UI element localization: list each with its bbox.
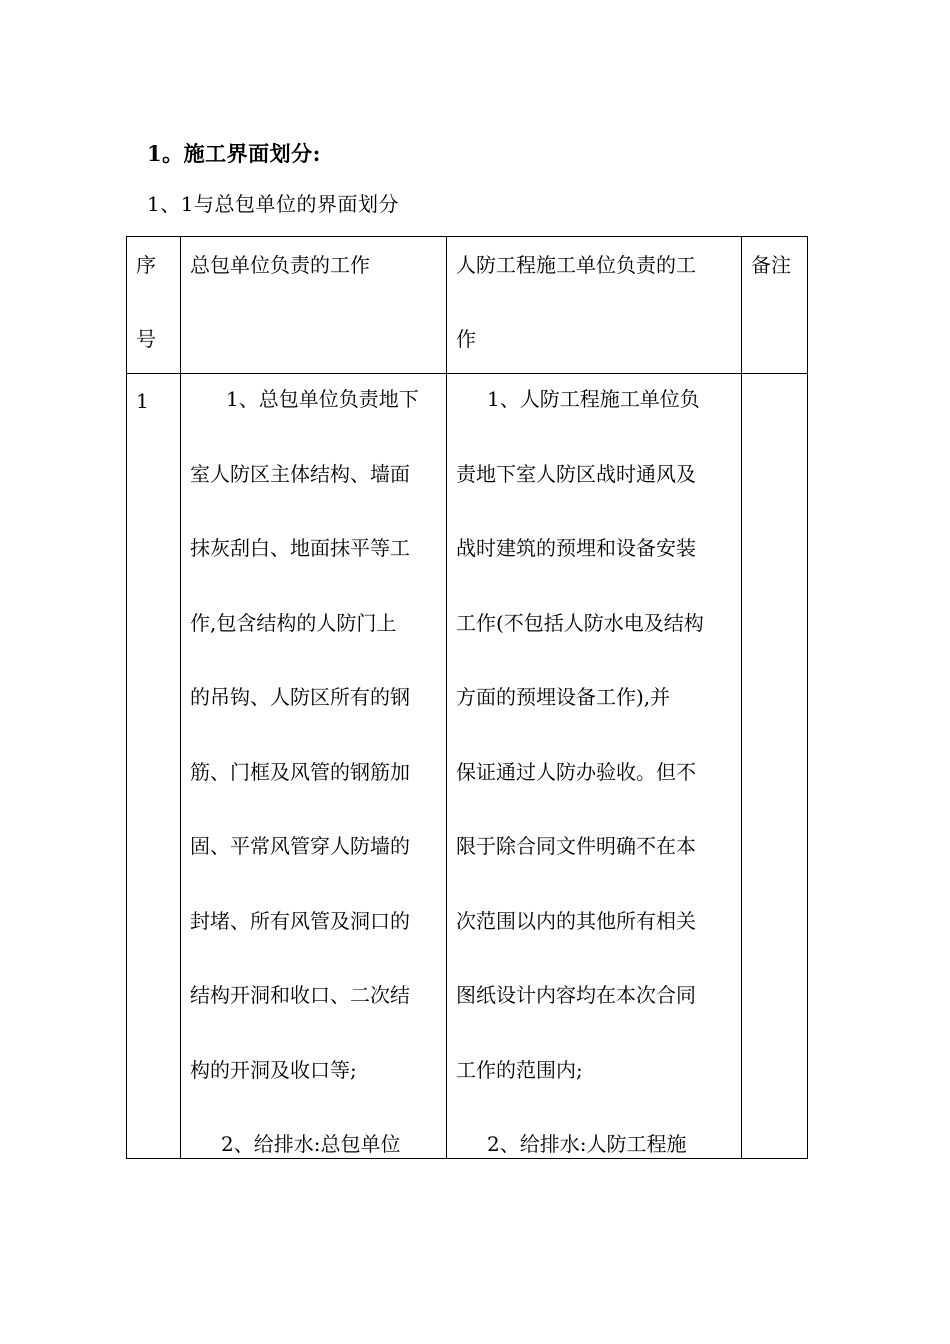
interface-division-table bbox=[126, 236, 808, 1159]
gc-line-7: 固、平常风管穿人防墙的 bbox=[190, 834, 410, 858]
header-general-contractor-line-1: 总包单位负责的工作 bbox=[190, 253, 370, 277]
cd-line-6: 保证通过人防办验收。但不 bbox=[456, 759, 696, 784]
gc-line-6: 筋、门框及风管的钢筋加 bbox=[190, 759, 410, 784]
gc-line-11: 2、给排水:总包单位 bbox=[221, 1132, 401, 1156]
table-header-row bbox=[127, 237, 808, 374]
cd-line-9: 图纸设计内容均在本次合同 bbox=[456, 983, 696, 1007]
header-civil-defense-line-1: 人防工程施工单位负责的工 bbox=[456, 253, 696, 277]
gc-line-1: 1、总包单位负责地下 bbox=[226, 387, 419, 411]
cd-line-3: 战时建筑的预埋和设备安装 bbox=[456, 536, 696, 560]
gc-line-3: 抹灰刮白、地面抹平等工 bbox=[190, 536, 410, 560]
header-no bbox=[127, 237, 181, 374]
gc-line-10: 构的开洞及收口等; bbox=[190, 1057, 357, 1082]
header-civil-defense-line-2: 作 bbox=[456, 327, 476, 351]
cd-line-7: 限于除合同文件明确不在本 bbox=[456, 834, 696, 858]
section-heading: 1。施工界面划分: bbox=[147, 141, 321, 166]
gc-line-4: 作,包含结构的人防门上 bbox=[190, 610, 397, 635]
remarks-cell bbox=[742, 374, 808, 1159]
header-civil-defense bbox=[447, 237, 742, 374]
header-remarks bbox=[742, 237, 808, 374]
civil-defense-cell bbox=[447, 374, 742, 1159]
subsection-heading: 1、1与总包单位的界面划分 bbox=[147, 192, 399, 216]
general-contractor-cell bbox=[181, 374, 447, 1159]
gc-line-5: 的吊钩、人防区所有的钢 bbox=[190, 685, 410, 709]
table-row bbox=[127, 374, 808, 1159]
cd-line-8: 次范围以内的其他所有相关 bbox=[456, 908, 696, 933]
gc-line-2: 室人防区主体结构、墙面 bbox=[190, 461, 410, 486]
header-no-line-2: 号 bbox=[136, 327, 156, 351]
row-number-cell bbox=[127, 374, 181, 1159]
gc-line-8: 封堵、所有风管及洞口的 bbox=[190, 908, 410, 933]
cd-line-4: 工作(不包括人防水电及结构 bbox=[456, 610, 704, 635]
header-general-contractor bbox=[181, 237, 447, 374]
cd-line-11: 2、给排水:人防工程施 bbox=[487, 1132, 687, 1156]
header-remarks-label: 备注 bbox=[751, 253, 791, 277]
cd-line-5: 方面的预埋设备工作),并 bbox=[456, 685, 671, 709]
header-no-line-1: 序 bbox=[136, 253, 156, 277]
cd-line-1: 1、人防工程施工单位负 bbox=[487, 387, 700, 411]
cd-line-2: 责地下室人防区战时通风及 bbox=[456, 461, 696, 486]
gc-line-9: 结构开洞和收口、二次结 bbox=[190, 983, 410, 1007]
row-number: 1 bbox=[136, 389, 149, 413]
cd-line-10: 工作的范围内; bbox=[456, 1057, 583, 1082]
remarks-value bbox=[742, 374, 807, 1158]
